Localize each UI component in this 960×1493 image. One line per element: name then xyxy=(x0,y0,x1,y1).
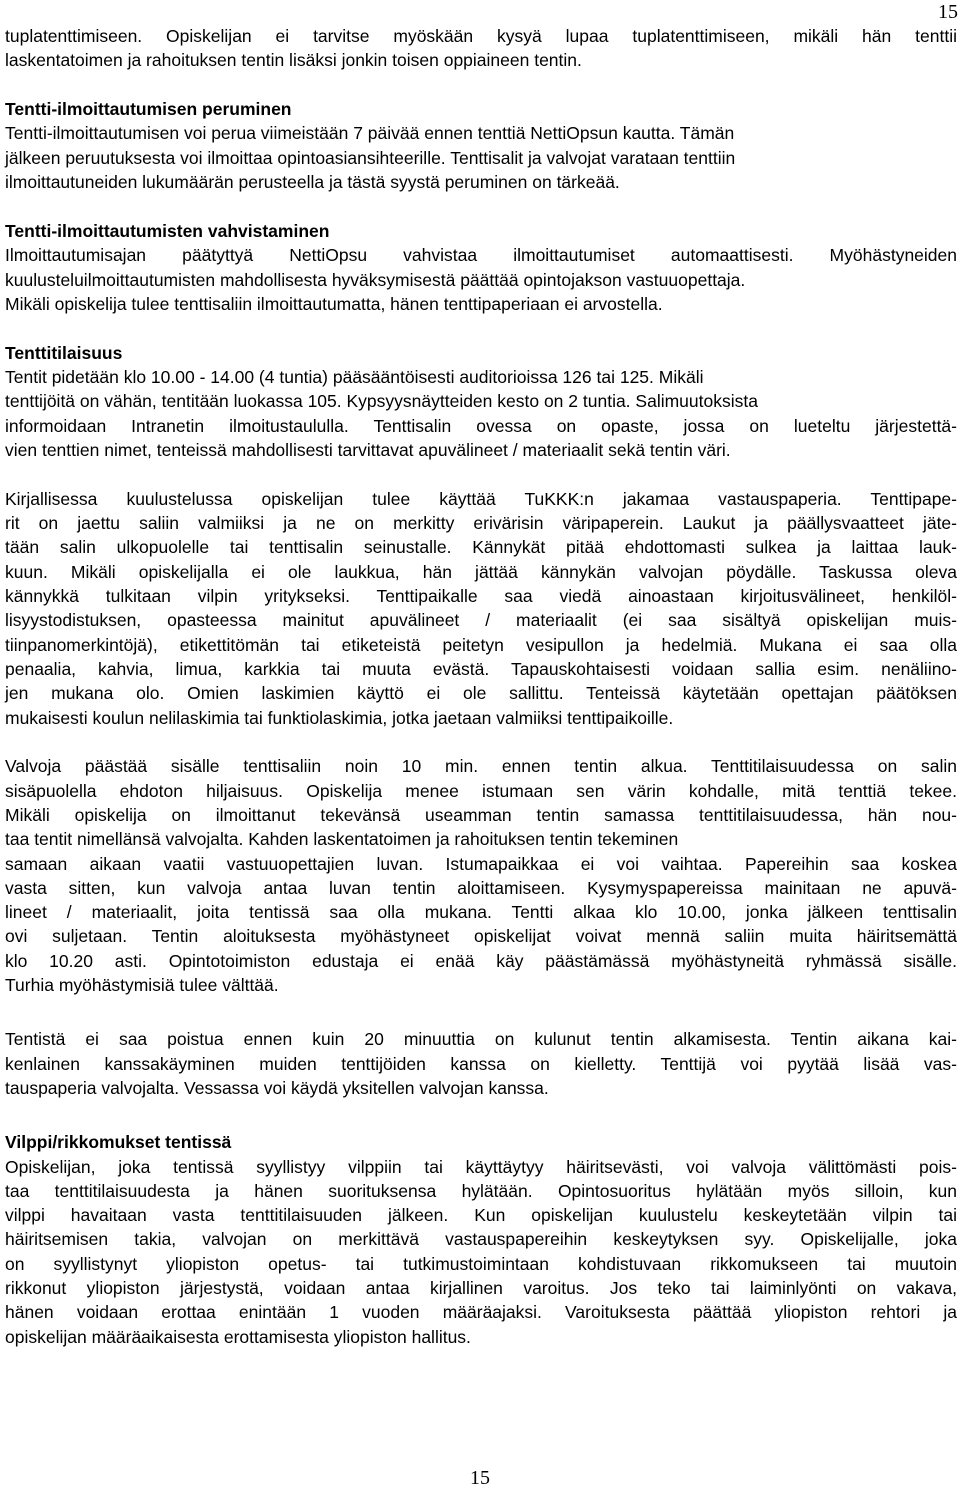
text-line: tuplatenttimiseen. Opiskelijan ei tarvitse myöskään kysyä lupaa tuplatenttimiseen, mikäli hän tenttii xyxy=(5,26,957,46)
paragraph-tuplatenttiminen xyxy=(5,24,957,73)
text-line: rit on jaettu saliin valmiiksi ja ne on merkitty erivärisin väripaperein. Laukut ja päällysvaatteet jäte- xyxy=(5,513,957,534)
text-line: sisäpuolella ehdoton hiljaisuus. Opiskelija menee istumaan sen värin kohdalle, mitä tenttiä tekee. xyxy=(5,780,957,801)
paragraph-kirjallinen-kuulustelu xyxy=(5,487,957,730)
text-line: lisyystodistuksen, opasteessa mainitut apuvälineet / materiaalit (ei saa sisältyä opiskelijan muis- xyxy=(5,610,957,631)
text-line: rikkonut yliopiston järjestystä, voidaan antaa kirjallinen varoitus. Jos teko tai laiminlyönti on vakava, xyxy=(5,1278,957,1299)
section-heading: Tenttitilaisuus xyxy=(5,342,123,363)
text-line: tauspaperia valvojalta. Vessassa voi käydä yksitellen valvojan kanssa. xyxy=(5,1077,549,1098)
document-body xyxy=(5,24,957,1349)
text-line: jen mukana olo. Omien laskimien käyttö ei ole sallittu. Tenteissä käytetään opettajan päätöksen xyxy=(5,683,957,704)
paragraph-valvoja xyxy=(5,754,957,997)
text-line: hänen voidaan erottaa enintään 1 vuoden määräajaksi. Varoituksesta päättää yliopiston rehtori ja xyxy=(5,1302,957,1323)
section-vahvistaminen xyxy=(5,219,957,316)
text-line: tenttijöitä on vähän, tentitään luokassa 105. Kypsyysnäytteiden kesto on 2 tuntia. Salimuutoksista xyxy=(5,391,758,412)
text-line: Ilmoittautumisajan päätyttyä NettiOpsu vahvistaa ilmoittautumiset automaattisesti. Myöhästyneiden xyxy=(5,245,957,266)
text-line: kuulusteluilmoittautumisten mahdollisesta hyväksymisestä päättää opintojakson vastuuopettaja. xyxy=(5,269,746,290)
paragraph-poistuminen xyxy=(5,1027,957,1100)
spacer xyxy=(5,316,957,341)
text-line: Valvoja päästää sisälle tenttisaliin noin 10 min. ennen tentin alkua. Tenttitilaisuudessa on salin xyxy=(5,756,957,777)
text-line: jälkeen peruutuksesta voi ilmoittaa opintoasiansihteerille. Tenttisalit ja valvojat varataan tenttiin xyxy=(5,147,736,168)
section-heading: Vilppi/rikkomukset tentissä xyxy=(5,1132,232,1153)
text-line: Tentit pidetään klo 10.00 - 14.00 (4 tuntia) pääsääntöisesti auditorioissa 126 tai 125. Mikäli xyxy=(5,367,704,388)
page-number-top: 15 xyxy=(938,1,958,23)
text-line: lineet / materiaalit, joita tentissä saa olla mukana. Tentti alkaa klo 10.00, jonka jälkeen tenttisalin xyxy=(5,902,957,923)
section-tenttitilaisuus xyxy=(5,341,957,462)
section-peruminen xyxy=(5,97,957,194)
spacer xyxy=(5,1100,957,1130)
text-line: Tentti-ilmoittautumisen voi perua viimeistään 7 päivää ennen tenttiä NettiOpsun kautta. Tämän xyxy=(5,123,735,144)
text-line: häiritsemisen takia, valvojan on merkittävä vastauspapereihin keskeytyksen syy. Opiskelijalle, joka xyxy=(5,1229,957,1250)
spacer xyxy=(5,194,957,219)
text-line: taa tentit nimellänsä valvojalta. Kahden laskentatoimen ja rahoituksen tentin tekeminen xyxy=(5,829,679,850)
text-line: Mikäli opiskelija tulee tenttisaliin ilmoittautumatta, hänen tenttipaperiaan ei arvostella. xyxy=(5,293,663,314)
text-line: informoidaan Intranetin ilmoitustaululla. Tenttisalin ovessa on opaste, jossa on lueteltu järjestettä- xyxy=(5,415,957,436)
text-line: taa tenttitilaisuudesta ja hänen suorituksensa hylätään. Opintosuoritus hylätään myös silloin, kun xyxy=(5,1180,957,1201)
text-line: ovi suljetaan. Tentin aloituksesta myöhästyneet opiskelijat voivat mennä saliin muita häiritsemättä xyxy=(5,926,957,947)
spacer xyxy=(5,997,957,1027)
text-line: Opiskelijan, joka tentissä syyllistyy vilppiin tai käyttäytyy häiritsevästi, voi valvoja välittömästi pois- xyxy=(5,1156,957,1177)
text-line: ilmoittautuneiden lukumäärän perusteella ja tästä syystä peruminen on tärkeää. xyxy=(5,172,620,193)
page-number-bottom: 15 xyxy=(470,1467,490,1489)
text-line: on syyllistynyt yliopiston opetus- tai tutkimustoimintaan kohdistuvaan rikkomukseen tai muutoin xyxy=(5,1253,957,1274)
text-line: kenlainen kanssakäyminen muiden tenttijöiden kanssa on kielletty. Tenttijä voi pyytää lisää vas- xyxy=(5,1053,957,1074)
text-line: opiskelijan määräaikaisesta erottamisesta yliopiston hallitus. xyxy=(5,1326,471,1347)
text-line: vien tenttien nimet, tenteissä mahdollisesti tarvittavat apuvälineet / materiaalit sekä tentin väri. xyxy=(5,439,731,460)
text-line: vasta sitten, kun valvoja antaa luvan tentin aloittamiseen. Kysymyspapereissa mainitaan ne apuvä- xyxy=(5,877,957,898)
text-line: Turhia myöhästymisiä tulee välttää. xyxy=(5,975,279,996)
text-line: klo 10.20 asti. Opintotoimiston edustaja ei enää käy päästämässä myöhästyneitä ryhmässä sisälle. xyxy=(5,950,957,971)
text-line: vilppi havaitaan vasta tenttitilaisuuden jälkeen. Kun opiskelijan kuulustelu keskeytetään vilpin tai xyxy=(5,1205,957,1226)
text-line: laskentatoimen ja rahoituksen tentin lisäksi jonkin toisen oppiaineen tentin. xyxy=(5,50,582,71)
text-line: samaan aikaan vaatii vastuuopettajien luvan. Istumapaikkaa ei voi vaihtaa. Papereihin saa koskea xyxy=(5,853,957,874)
text-line: Tentistä ei saa poistua ennen kuin 20 minuuttia on kulunut tentin alkamisesta. Tentin aikana kai- xyxy=(5,1029,957,1050)
text-line: penaalia, kahvia, limua, karkkia tai muuta evästä. Tapauskohtaisesti voidaan sallia esim. nenäliino- xyxy=(5,658,957,679)
spacer xyxy=(5,73,957,98)
section-vilppi xyxy=(5,1130,957,1349)
section-heading: Tentti-ilmoittautumisten vahvistaminen xyxy=(5,220,330,241)
text-line: tiinpanomerkintöjä), etikettitömän tai etiketeistä peitetyn vesipullon ja hedelmiä. Mukana ei saa olla xyxy=(5,634,957,655)
text-line: Kirjallisessa kuulustelussa opiskelijan tulee käyttää TuKKK:n jakamaa vastauspaperia. Tenttipape- xyxy=(5,488,957,509)
section-heading: Tentti-ilmoittautumisen peruminen xyxy=(5,99,292,120)
text-line: kännykkä tulkitaan vilpin yritykseksi. Tenttipaikalle saa viedä ainoastaan kirjoitusvälineet, henkilöl- xyxy=(5,586,957,607)
spacer xyxy=(5,730,957,755)
text-line: mukaisesti koulun nelilaskimia tai funktiolaskimia, jotka jaetaan valmiiksi tenttipaikoille. xyxy=(5,707,674,728)
text-line: kuun. Mikäli opiskelijalla ei ole laukkua, hän jättää kännykän valvojan pöydälle. Taskussa oleva xyxy=(5,561,957,582)
text-line: Mikäli opiskelija on ilmoittanut tekevänsä useamman tentin samassa tenttitilaisuudessa, hän nou- xyxy=(5,804,957,825)
spacer xyxy=(5,462,957,487)
text-line: tään salin ulkopuolelle tai tenttisalin seinustalle. Kännykät pitää ehdottomasti sulkea ja laittaa lauk- xyxy=(5,537,957,558)
